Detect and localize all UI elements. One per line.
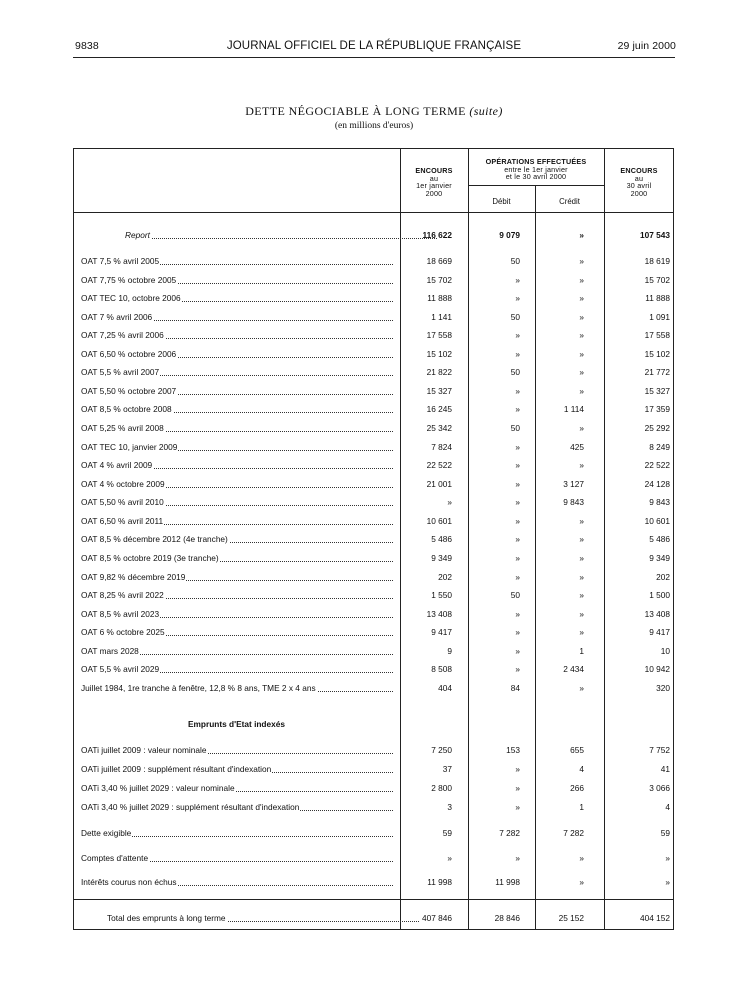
value-credit: » — [579, 230, 584, 240]
value-encours-avril: 13 408 — [644, 608, 670, 619]
table-row — [73, 762, 674, 776]
table-row — [73, 254, 674, 268]
value-encours-janvier: 202 — [438, 571, 452, 582]
value-credit: » — [579, 627, 584, 638]
row-label — [81, 477, 393, 491]
col-header-line: OPÉRATIONS EFFECTUÉES — [485, 157, 587, 166]
value-debit: 50 — [510, 423, 520, 434]
value-debit: 9 079 — [499, 230, 520, 240]
value-debit: » — [515, 497, 520, 508]
page-number: 9838 — [75, 40, 99, 52]
value-encours-avril: 1 091 — [649, 311, 670, 322]
value-credit: » — [579, 515, 584, 526]
value-credit: » — [579, 274, 584, 285]
value-encours-avril: 10 601 — [644, 515, 670, 526]
value-encours-avril: 202 — [656, 571, 670, 582]
value-credit: 1 114 — [563, 404, 584, 415]
table-row — [73, 588, 674, 602]
value-encours-janvier: 9 349 — [431, 552, 452, 563]
row-label-text: OAT 4 % octobre 2009 — [81, 478, 165, 489]
value-debit: » — [515, 764, 520, 774]
value-encours-janvier: 21 822 — [426, 367, 452, 378]
value-credit: » — [579, 590, 584, 601]
table-row — [73, 514, 674, 528]
row-label-text: OAT 5,5 % avril 2007 — [81, 367, 160, 378]
col-header-line: 2000 — [630, 188, 648, 198]
table-row — [73, 347, 674, 361]
value-encours-janvier: 13 408 — [426, 608, 452, 619]
total-separator-rule — [73, 899, 674, 900]
value-encours-avril: 17 359 — [644, 404, 670, 415]
value-encours-janvier: 5 486 — [431, 534, 452, 545]
title-text: DETTE NÉGOCIABLE À LONG TERME — [245, 104, 466, 118]
row-label — [81, 681, 393, 695]
value-encours-janvier: 15 327 — [426, 385, 452, 396]
row-label-text: OAT 8,5 % octobre 2019 (3e tranche) — [81, 552, 219, 563]
value-credit: » — [579, 385, 584, 396]
value-debit: 50 — [510, 311, 520, 322]
row-label-text: OAT 8,5 % avril 2023 — [81, 608, 160, 619]
value-encours-avril: 7 752 — [649, 745, 670, 755]
publication-date: 29 juin 2000 — [617, 40, 676, 52]
row-label — [81, 743, 393, 757]
value-debit: » — [515, 293, 520, 304]
row-label — [81, 551, 393, 565]
value-credit: 3 127 — [563, 478, 584, 489]
value-encours-avril: 3 066 — [649, 783, 670, 793]
value-encours-janvier: 1 550 — [431, 590, 452, 601]
value-encours-avril: 10 942 — [644, 664, 670, 675]
row-label-text: OAT 6,50 % avril 2011 — [81, 515, 164, 526]
value-encours-janvier: 11 998 — [427, 877, 452, 887]
value-debit: » — [515, 571, 520, 582]
col-header-line: 2000 — [425, 188, 443, 198]
subheader-rule — [468, 185, 604, 186]
value-encours-avril: 10 — [660, 645, 670, 656]
table-row — [73, 291, 674, 305]
value-encours-avril: » — [665, 877, 670, 887]
document-subtitle: (en millions d'euros) — [334, 121, 414, 131]
value-encours-janvier: 17 558 — [426, 330, 452, 341]
value-debit: » — [515, 802, 520, 812]
row-label — [81, 495, 393, 509]
value-debit: » — [515, 645, 520, 656]
journal-title: JOURNAL OFFICIEL DE LA RÉPUBLIQUE FRANÇAISE — [226, 40, 522, 52]
value-encours-janvier: 116 622 — [422, 230, 452, 240]
value-debit: » — [515, 330, 520, 341]
value-credit: » — [579, 330, 584, 341]
table-row — [73, 421, 674, 435]
row-label — [81, 514, 393, 528]
value-debit: 153 — [506, 745, 520, 755]
value-encours-janvier: 1 141 — [431, 311, 452, 322]
row-label-text: OAT mars 2028 — [81, 645, 139, 656]
col-encours-avril — [604, 167, 674, 197]
value-encours-avril: » — [665, 853, 670, 863]
row-label-text: OAT 4 % avril 2009 — [81, 460, 153, 471]
header-rule — [73, 57, 675, 58]
table-row — [73, 495, 674, 509]
value-encours-janvier: 9 417 — [431, 627, 452, 638]
value-encours-janvier: 37 — [442, 764, 452, 774]
value-credit: » — [579, 682, 584, 693]
row-label-text: OAT 8,5 % octobre 2008 — [81, 404, 172, 415]
row-label — [81, 607, 393, 621]
table-row — [73, 800, 674, 814]
value-debit: » — [515, 385, 520, 396]
value-credit: » — [579, 256, 584, 266]
table-row — [73, 662, 674, 676]
value-encours-janvier: 11 888 — [427, 293, 452, 304]
table-row — [73, 328, 674, 342]
value-credit: » — [579, 853, 584, 863]
row-label-text: OAT TEC 10, janvier 2009 — [81, 441, 178, 452]
row-label-text: OAT 5,5 % avril 2029 — [81, 664, 160, 675]
value-encours-janvier: 7 824 — [431, 441, 452, 452]
row-label-text: OATi juillet 2009 : supplément résultant d'indexation — [81, 764, 272, 774]
value-credit: 4 — [579, 764, 584, 774]
value-debit: » — [515, 608, 520, 619]
value-credit: » — [579, 534, 584, 545]
row-label-text: OAT 7,25 % avril 2006 — [81, 330, 164, 341]
value-encours-avril: 24 128 — [644, 478, 670, 489]
value-encours-avril: 1 500 — [649, 590, 670, 601]
value-debit: 50 — [510, 367, 520, 378]
value-debit: 11 998 — [495, 877, 520, 887]
value-encours-avril: 4 — [665, 802, 670, 812]
value-encours-janvier: 16 245 — [426, 404, 452, 415]
value-debit: » — [515, 460, 520, 471]
value-encours-avril: 15 702 — [644, 274, 670, 285]
value-encours-janvier: 407 846 — [422, 913, 452, 923]
table-row — [73, 607, 674, 621]
value-credit: » — [579, 367, 584, 378]
row-label — [81, 384, 393, 398]
row-label-text: OAT 7,75 % octobre 2005 — [81, 274, 177, 285]
col-header-line: 30 avril — [626, 181, 652, 190]
value-encours-janvier: 10 601 — [426, 515, 452, 526]
row-label — [81, 328, 393, 342]
row-label-text: OAT 7,5 % avril 2005 — [81, 256, 160, 266]
value-credit: » — [579, 348, 584, 359]
value-credit: 7 282 — [563, 828, 584, 838]
table-row — [73, 310, 674, 324]
value-debit: » — [515, 348, 520, 359]
row-label — [81, 254, 393, 268]
table-row — [73, 402, 674, 416]
value-credit: » — [579, 293, 584, 304]
col-encours-janvier — [400, 167, 468, 197]
table-row — [73, 875, 674, 889]
row-label-text: OAT 5,50 % octobre 2007 — [81, 385, 177, 396]
value-credit: » — [579, 423, 584, 434]
value-debit: 7 282 — [499, 828, 520, 838]
row-label — [81, 365, 393, 379]
value-encours-avril: 59 — [660, 828, 670, 838]
value-credit: » — [579, 311, 584, 322]
row-label-text: OAT TEC 10, octobre 2006 — [81, 293, 181, 304]
value-encours-avril: 320 — [656, 682, 670, 693]
col-operations — [468, 158, 604, 181]
value-encours-janvier: 404 — [438, 682, 452, 693]
value-credit: 425 — [570, 441, 584, 452]
row-label — [81, 588, 393, 602]
table-row — [73, 532, 674, 546]
row-label — [81, 644, 393, 658]
row-label — [81, 421, 393, 435]
row-label-text: OATi juillet 2009 : valeur nominale — [81, 745, 207, 755]
value-encours-avril: 9 843 — [649, 497, 670, 508]
table-row — [73, 384, 674, 398]
value-credit: 266 — [570, 783, 584, 793]
row-label — [81, 875, 393, 889]
col-header-line: au — [429, 173, 439, 183]
row-label — [81, 291, 393, 305]
row-label-text: Dette exigible — [81, 828, 132, 838]
row-label — [81, 402, 393, 416]
value-debit: » — [515, 478, 520, 489]
value-encours-avril: 22 522 — [644, 460, 670, 471]
value-debit: » — [515, 853, 520, 863]
value-encours-avril: 21 772 — [644, 367, 670, 378]
row-label-text: OATi 3,40 % juillet 2029 : supplément résultant d'indexation — [81, 802, 300, 812]
value-encours-avril: 25 292 — [644, 423, 670, 434]
row-label-text: OAT 5,50 % avril 2010 — [81, 497, 164, 508]
value-encours-avril: 17 558 — [644, 330, 670, 341]
value-encours-janvier: 15 702 — [426, 274, 452, 285]
row-label-text: OATi 3,40 % juillet 2029 : valeur nominale — [81, 783, 235, 793]
row-label — [81, 273, 393, 287]
row-label — [81, 532, 393, 546]
row-label — [81, 570, 393, 584]
table-row — [73, 743, 674, 757]
value-encours-janvier: 22 522 — [426, 460, 452, 471]
row-label-text: Comptes d'attente — [81, 853, 149, 863]
value-debit: 28 846 — [494, 913, 520, 923]
row-label-text: Juillet 1984, 1re tranche à fenêtre, 12,8 % 8 ans, TME 2 x 4 ans — [81, 682, 316, 693]
table-row — [73, 625, 674, 639]
value-debit: » — [515, 274, 520, 285]
row-label-text: OAT 6,50 % octobre 2006 — [81, 348, 177, 359]
col-credit: Crédit — [559, 197, 580, 206]
section-indexed-loans: Emprunts d'Etat indexés — [188, 719, 285, 729]
value-credit: 1 — [579, 645, 584, 656]
value-encours-avril: 5 486 — [649, 534, 670, 545]
row-label-text: Intérêts courus non échus — [81, 877, 177, 887]
row-label — [81, 851, 393, 865]
value-credit: 2 434 — [563, 664, 584, 675]
value-credit: 25 152 — [558, 913, 584, 923]
value-credit: 1 — [579, 802, 584, 812]
value-encours-janvier: 9 — [447, 645, 452, 656]
table-row-total — [73, 911, 674, 925]
value-encours-avril: 404 152 — [640, 913, 670, 923]
value-encours-janvier: 21 001 — [426, 478, 452, 489]
row-label-text: OAT 8,5 % décembre 2012 (4e tranche) — [81, 534, 228, 545]
row-label-text: OAT 6 % octobre 2025 — [81, 627, 165, 638]
table-row — [73, 851, 674, 865]
row-label-text: OAT 9,82 % décembre 2019 — [81, 571, 186, 582]
table-row — [73, 570, 674, 584]
value-debit: 50 — [510, 256, 520, 266]
value-encours-avril: 8 249 — [649, 441, 670, 452]
document-title — [0, 104, 748, 119]
value-encours-janvier: 59 — [442, 828, 452, 838]
value-encours-janvier: » — [447, 853, 452, 863]
table-row-report — [73, 228, 674, 242]
col-header-line: au — [634, 173, 644, 183]
col-header-line: 1er janvier — [416, 181, 452, 190]
table-row — [73, 365, 674, 379]
col-header-line: et le 30 avril 2000 — [505, 172, 567, 181]
value-encours-avril: 15 327 — [644, 385, 670, 396]
value-debit: » — [515, 783, 520, 793]
value-credit: » — [579, 552, 584, 563]
value-debit: » — [515, 515, 520, 526]
table-row — [73, 681, 674, 695]
value-debit: » — [515, 404, 520, 415]
value-encours-avril: 107 543 — [640, 230, 670, 240]
value-debit: » — [515, 664, 520, 675]
value-credit: » — [579, 877, 584, 887]
table-row — [73, 551, 674, 565]
row-label — [81, 781, 393, 795]
value-credit: 9 843 — [563, 497, 584, 508]
value-encours-janvier: » — [447, 497, 452, 508]
value-credit: 655 — [570, 745, 584, 755]
table-row — [73, 826, 674, 840]
title-suffix: (suite) — [469, 104, 503, 118]
value-debit: » — [515, 552, 520, 563]
value-encours-avril: 15 102 — [644, 348, 670, 359]
table-row — [73, 458, 674, 472]
row-label — [81, 347, 393, 361]
value-encours-janvier: 3 — [447, 802, 452, 812]
col-header-line: ENCOURS — [415, 166, 453, 175]
value-debit: » — [515, 441, 520, 452]
col-debit: Débit — [492, 197, 511, 206]
table-row — [73, 644, 674, 658]
row-label — [81, 458, 393, 472]
value-credit: » — [579, 571, 584, 582]
row-label-text: Total des emprunts à long terme — [107, 913, 226, 923]
value-debit: » — [515, 534, 520, 545]
value-encours-avril: 11 888 — [645, 293, 670, 304]
col-header-line: ENCOURS — [620, 166, 658, 175]
value-debit: » — [515, 627, 520, 638]
value-encours-avril: 9 417 — [649, 627, 670, 638]
value-debit: 84 — [510, 682, 520, 693]
row-label-text: OAT 7 % avril 2006 — [81, 311, 153, 322]
col-header-line: entre le 1er janvier — [504, 164, 568, 174]
table-row — [73, 273, 674, 287]
row-label — [81, 662, 393, 676]
row-label — [107, 911, 419, 925]
value-encours-janvier: 2 800 — [431, 783, 452, 793]
value-encours-janvier: 15 102 — [426, 348, 452, 359]
value-encours-avril: 41 — [660, 764, 670, 774]
value-encours-janvier: 18 669 — [426, 256, 452, 266]
row-label-text: Report — [125, 230, 150, 240]
value-encours-avril: 18 619 — [644, 256, 670, 266]
row-label — [81, 310, 393, 324]
table-row — [73, 781, 674, 795]
header-bottom-rule — [73, 212, 674, 213]
row-label — [125, 228, 437, 242]
value-encours-janvier: 7 250 — [431, 745, 452, 755]
row-label — [81, 762, 393, 776]
row-label — [81, 826, 393, 840]
row-label — [81, 440, 393, 454]
row-label-text: OAT 5,25 % avril 2008 — [81, 423, 164, 434]
table-row — [73, 477, 674, 491]
value-credit: » — [579, 460, 584, 471]
row-label — [81, 800, 393, 814]
row-label — [81, 625, 393, 639]
value-debit: 50 — [510, 590, 520, 601]
value-encours-avril: 9 349 — [649, 552, 670, 563]
row-label-text: OAT 8,25 % avril 2022 — [81, 590, 164, 601]
value-encours-janvier: 8 508 — [431, 664, 452, 675]
value-encours-janvier: 25 342 — [426, 423, 452, 434]
table-row — [73, 440, 674, 454]
value-credit: » — [579, 608, 584, 619]
